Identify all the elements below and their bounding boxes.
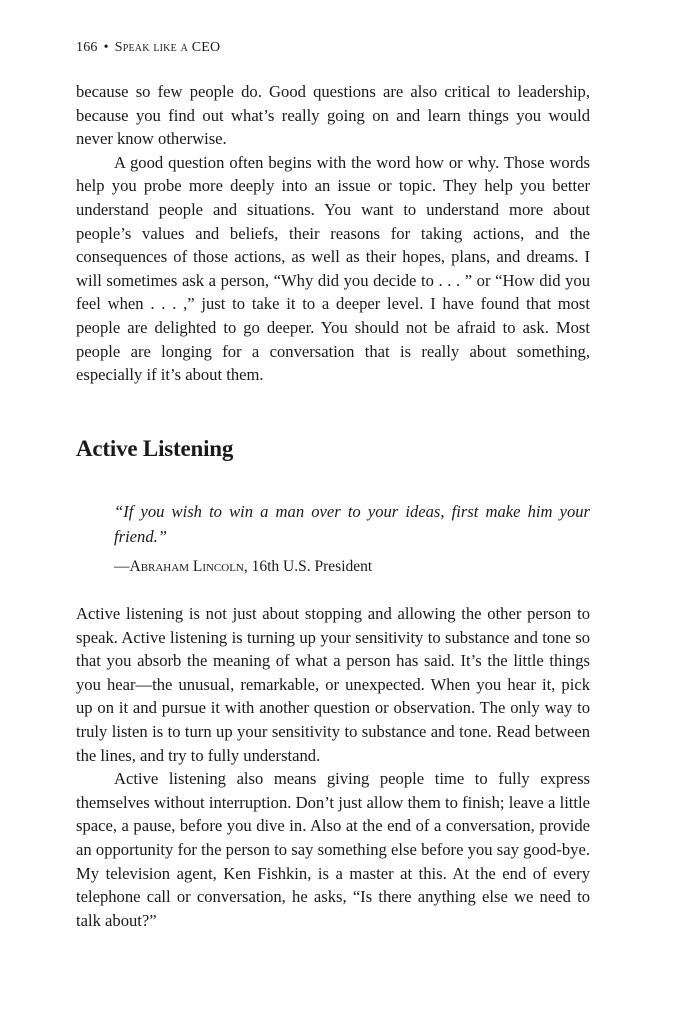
epigraph-attribution	[114, 558, 590, 576]
epigraph-quote: “If you wish to win a man over to your ideas, first make him your friend.”	[114, 502, 590, 546]
epigraph	[114, 499, 590, 576]
paragraph: A good question often begins with the word how or why. Those words help you probe more deeply into an issue or topic. They help you better understand people and situations. You want to understand more about people’s values and beliefs, their reasons for taking actions, and the consequences of those actions, as well as their hopes, plans, and dreams. I will sometimes ask a person, “Why did you decide to . . . ” or “How did you feel when . . . ,” just to take it to a deeper level. I have found that most people are delighted to go deeper. You should not be afraid to ask. Most people are longing for a conversation that is really about something, especially if it’s about them.	[76, 152, 590, 385]
header-separator: •	[103, 40, 109, 55]
intro-text	[76, 80, 590, 387]
paragraph: Active listening is not just about stopping and allowing the other person to speak. Active listening is turning up your sensitivity to substance and tone so that you absorb the meaning of what a person has said. It’s the little things you hear—the unusual, remarkable, or unexpected. When you hear it, pick up on it and pursue it with another question or observation. The only way to truly listen is to turn up your sensitivity to substance and tone. Read between the lines, and try to fully understand.	[76, 604, 590, 765]
running-header	[76, 40, 220, 56]
book-title: Speak like a CEO	[114, 40, 221, 55]
page-number: 166	[76, 40, 98, 55]
paragraph: Active listening also means giving people time to fully express themselves without interruption. Don’t just allow them to finish; leave a little space, a pause, before you dive in. Also at the end of a conversation, provide an opportunity for the person to say something else before you say good-bye. My television agent, Ken Fishkin, is a master at this. At the end of every telephone call or conversation, he asks, “Is there anything else we need to talk about?”	[76, 769, 590, 930]
attribution-author: Abraham Lincoln	[129, 558, 244, 575]
section-body	[76, 602, 590, 932]
section-heading: Active Listening	[76, 436, 234, 461]
paragraph: because so few people do. Good questions are also critical to leadership, because you find out what’s really going on and learn things you would never know otherwise.	[76, 82, 590, 149]
attribution-dash: —	[114, 558, 130, 575]
attribution-role: , 16th U.S. President	[243, 558, 373, 575]
